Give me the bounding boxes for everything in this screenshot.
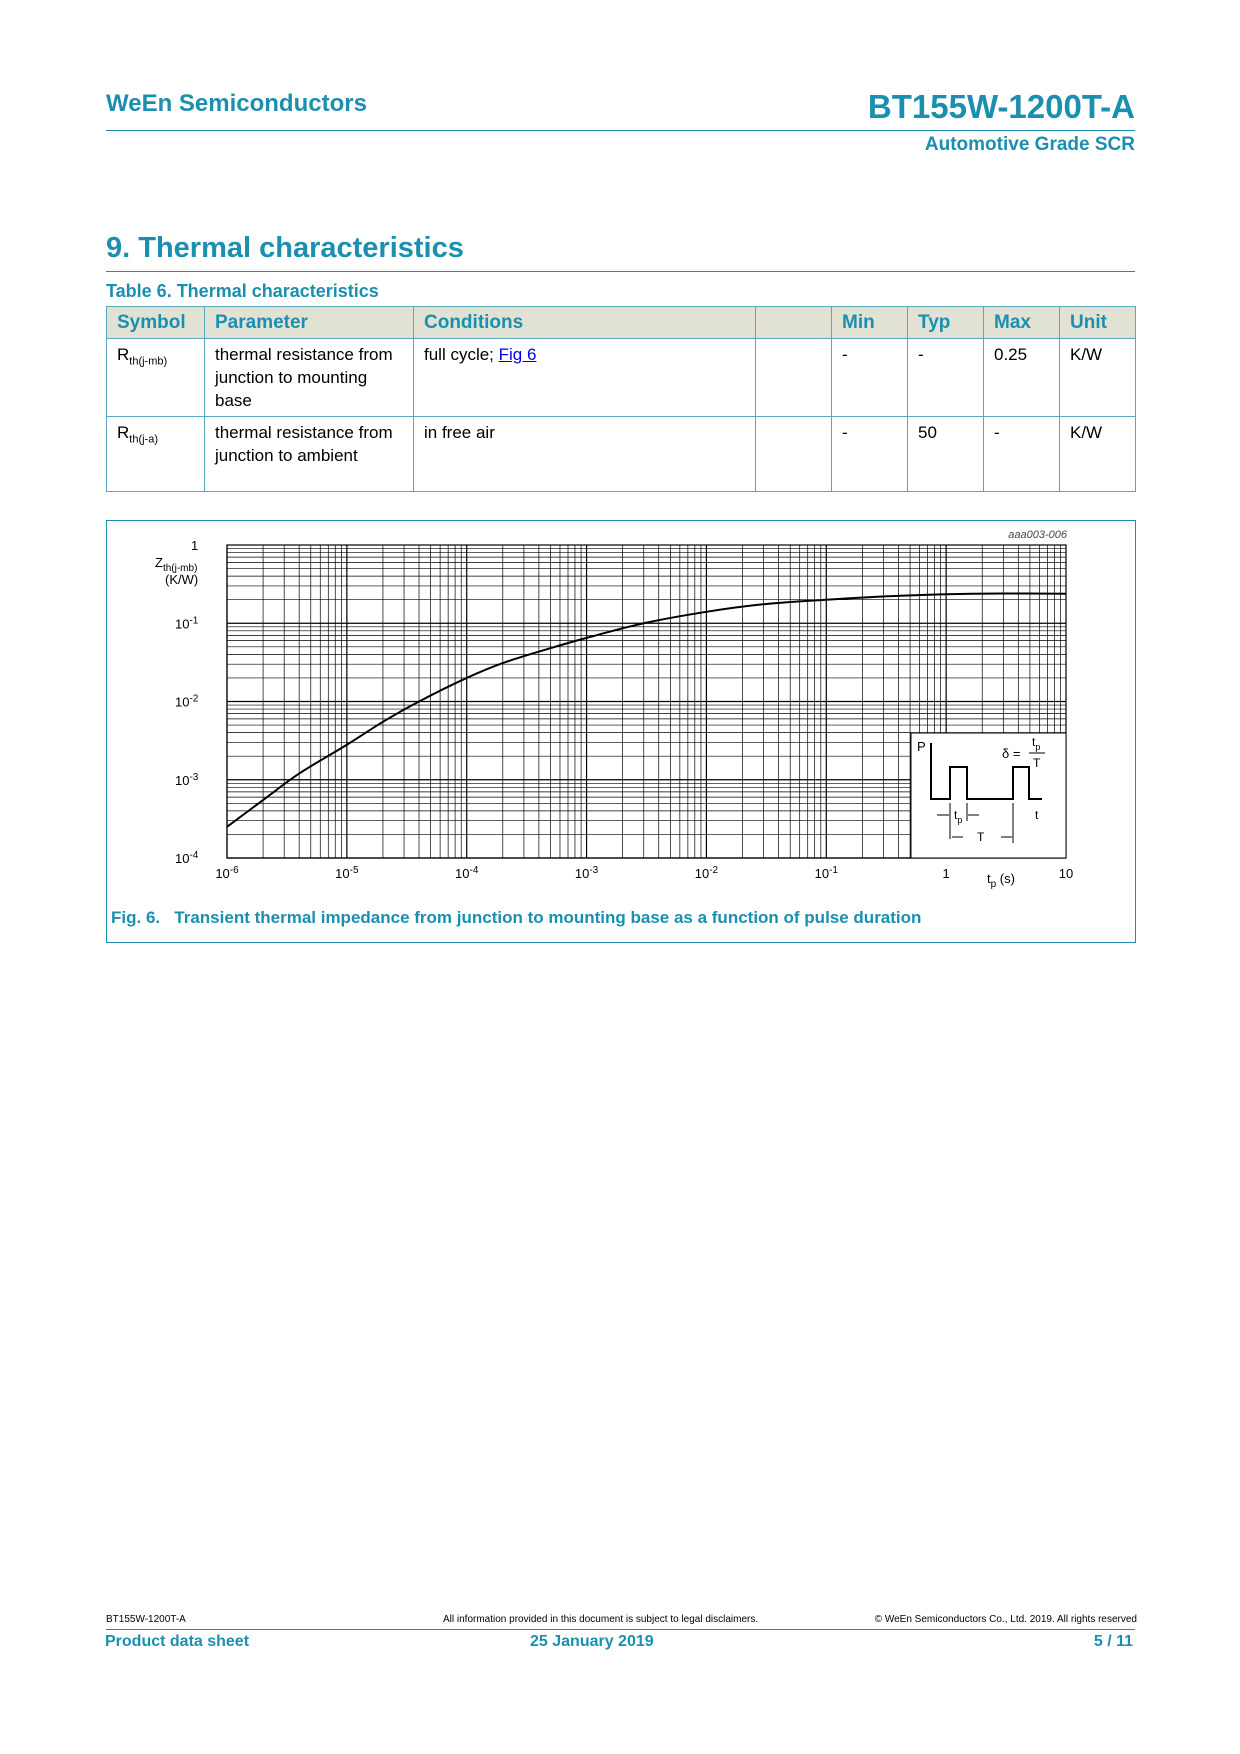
inset-frac-num: $t_p$ bbox=[1032, 735, 1041, 752]
figure-caption: Fig. 6. Transient thermal impedance from junction to mounting base as a function of pulse duration bbox=[111, 908, 922, 927]
typ-cell: 50 bbox=[908, 417, 984, 492]
inset-frac-den: T bbox=[1033, 756, 1041, 770]
y-tick-label: $10^{-2}$ bbox=[175, 693, 199, 710]
y-tick-label: $10^{-1}$ bbox=[175, 615, 199, 632]
typ-cell: - bbox=[908, 339, 984, 417]
section-title: 9. Thermal characteristics bbox=[106, 232, 464, 264]
figure-box bbox=[106, 520, 1136, 943]
max-cell: 0.25 bbox=[984, 339, 1060, 417]
section-rule bbox=[106, 271, 1135, 272]
x-tick-label: 1 bbox=[942, 866, 950, 881]
conditions-cell: in free air bbox=[414, 417, 756, 492]
footer-date: 25 January 2019 bbox=[530, 1633, 654, 1650]
symbol: R bbox=[117, 423, 130, 442]
parameter-cell: thermal resistance from junction to mounting base bbox=[205, 339, 414, 417]
symbol-sub: th(j-a) bbox=[129, 433, 159, 446]
y-tick-label: $10^{-3}$ bbox=[175, 771, 199, 788]
col-header bbox=[756, 307, 832, 339]
parameter-cell: thermal resistance from junction to ambient bbox=[205, 417, 414, 492]
footer-page: 5 / 11 bbox=[1093, 1633, 1133, 1650]
max-cell: - bbox=[984, 417, 1060, 492]
x-tick-label: $10^{-5}$ bbox=[335, 865, 359, 881]
table-header-row bbox=[107, 307, 1136, 339]
footer-doc-type: Product data sheet bbox=[105, 1633, 250, 1650]
y-tick-label: $10^{-4}$ bbox=[175, 850, 199, 866]
y-axis-unit: (K/W) bbox=[165, 572, 199, 587]
x-tick-label: $10^{-3}$ bbox=[574, 865, 599, 881]
footer-copyright: © WeEn Semiconductors Co., Ltd. 2019. All rights reserved bbox=[874, 1614, 1137, 1625]
min-cell: - bbox=[832, 417, 908, 492]
symbol-cell bbox=[107, 339, 205, 417]
x-tick-label: 10 bbox=[1058, 866, 1074, 881]
symbol: R bbox=[117, 345, 130, 364]
unit-cell: K/W bbox=[1060, 339, 1136, 417]
inset-box bbox=[911, 733, 1066, 858]
inset-tp: $t_p$ bbox=[954, 808, 963, 825]
inset-delta: δ = bbox=[1002, 746, 1021, 761]
col-header: Min bbox=[832, 307, 908, 339]
x-tick-label: $10^{-4}$ bbox=[455, 865, 479, 881]
inset-T: T bbox=[977, 830, 985, 844]
footer-doc-id: BT155W-1200T-A bbox=[106, 1614, 186, 1625]
y-tick-label: 1 bbox=[191, 538, 199, 553]
empty-cell bbox=[756, 339, 832, 417]
x-tick-label: $10^{-2}$ bbox=[694, 865, 719, 881]
figure-code: aaa003-006 bbox=[1008, 529, 1067, 541]
doc-subtitle: Automotive Grade SCR bbox=[924, 134, 1135, 155]
x-axis-label: $t_p$ (s) bbox=[987, 871, 1015, 890]
company-name: WeEn Semiconductors bbox=[106, 90, 367, 117]
y-axis-label: $Z_{th(j-mb)}$ bbox=[155, 555, 198, 574]
min-cell: - bbox=[832, 339, 908, 417]
unit-cell: K/W bbox=[1060, 417, 1136, 492]
symbol-sub: th(j-mb) bbox=[129, 355, 168, 368]
table-caption: Table 6. Thermal characteristics bbox=[106, 281, 379, 301]
duty-cycle-inset bbox=[911, 733, 1066, 858]
col-header: Typ bbox=[908, 307, 984, 339]
col-header: Parameter bbox=[205, 307, 414, 339]
x-tick-label: $10^{-1}$ bbox=[814, 865, 838, 881]
inset-t-axis: t bbox=[1035, 808, 1039, 822]
inset-p-label: P bbox=[917, 739, 926, 754]
footer-disclaimer: All information provided in this document is subject to legal disclaimers. bbox=[443, 1614, 759, 1625]
footer-rule bbox=[106, 1629, 1135, 1630]
col-header: Max bbox=[984, 307, 1060, 339]
thermal-table bbox=[106, 306, 1136, 492]
header-rule bbox=[106, 130, 1135, 131]
conditions-cell bbox=[414, 339, 756, 417]
x-tick-label: $10^{-6}$ bbox=[215, 865, 239, 881]
zth-chart bbox=[107, 521, 1135, 942]
col-header: Unit bbox=[1060, 307, 1136, 339]
symbol-cell bbox=[107, 417, 205, 492]
col-header: Conditions bbox=[414, 307, 756, 339]
empty-cell bbox=[756, 417, 832, 492]
col-header: Symbol bbox=[107, 307, 205, 339]
table-row bbox=[107, 417, 1136, 492]
fig6-link[interactable]: Fig 6 bbox=[498, 345, 537, 364]
conditions-text: full cycle; bbox=[424, 345, 499, 364]
table-row bbox=[107, 339, 1136, 417]
part-number: BT155W-1200T-A bbox=[867, 88, 1135, 125]
